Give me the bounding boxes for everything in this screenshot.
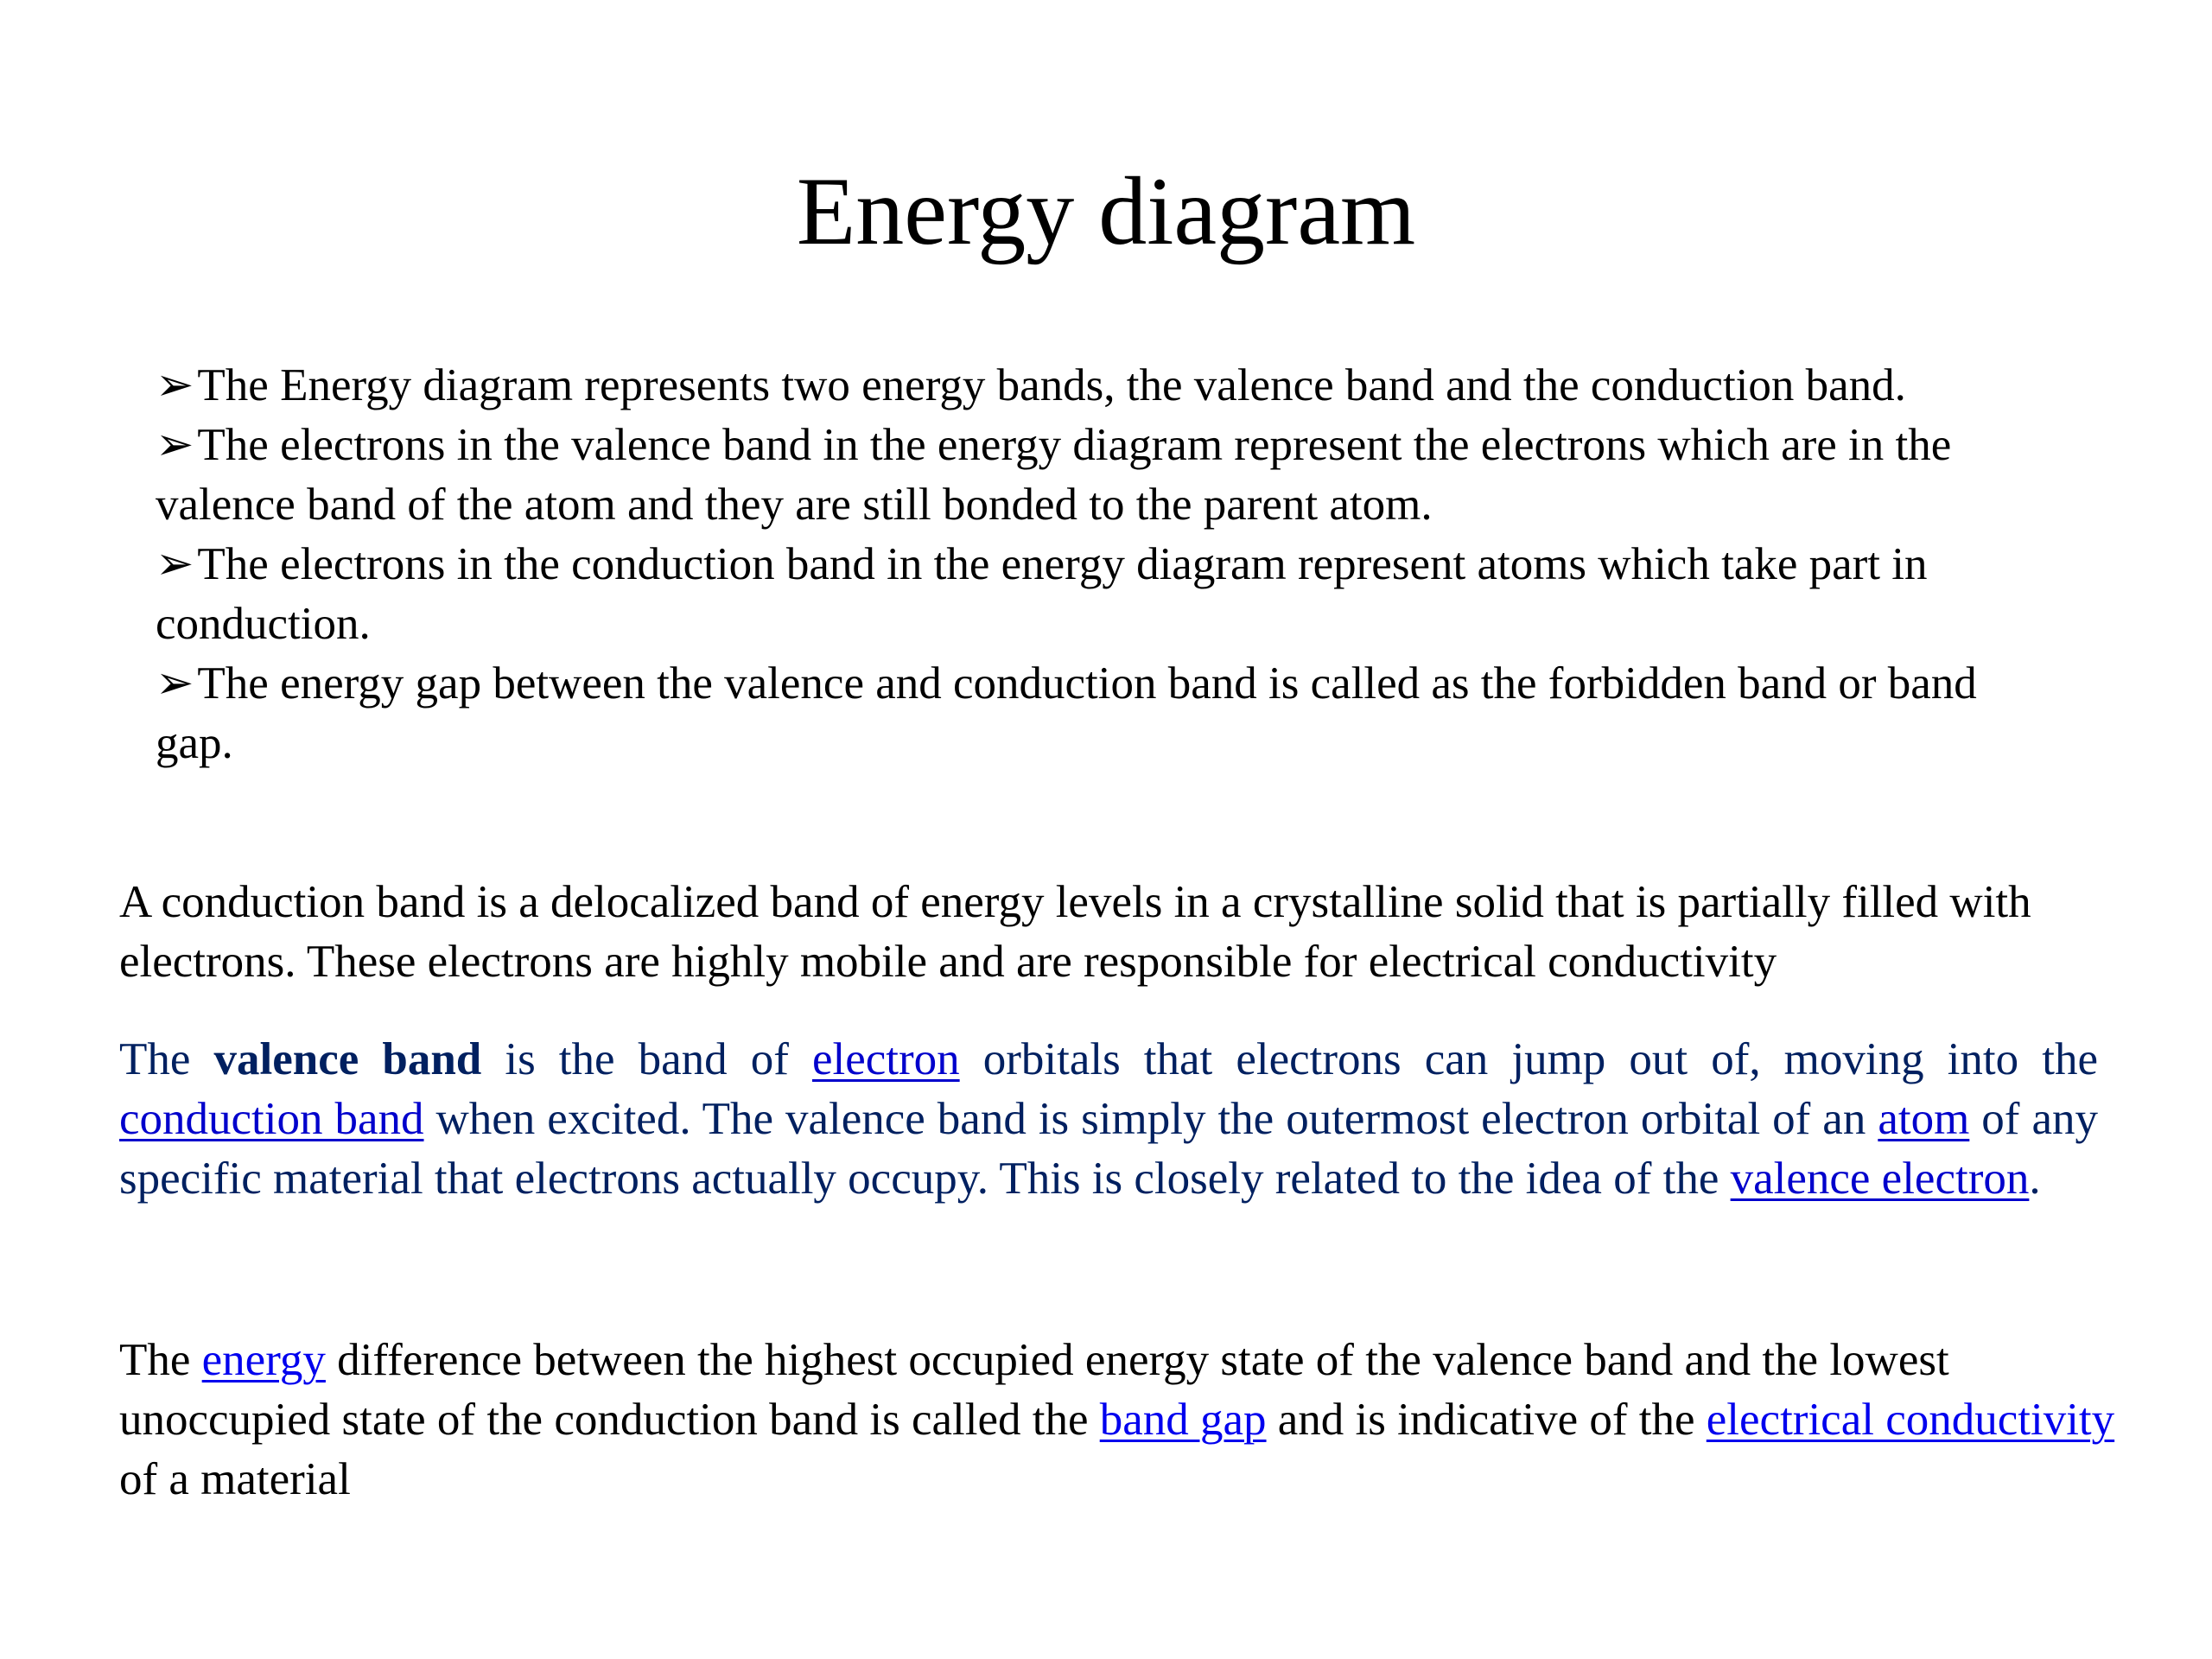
atom-link[interactable]: atom	[1878, 1094, 1970, 1144]
bullet-item	[156, 356, 2065, 416]
bullet-item	[156, 654, 2065, 773]
arrow-bullet-icon: ➢	[156, 420, 194, 470]
valence-band-paragraph	[119, 1030, 2098, 1209]
bullet-item	[156, 416, 2065, 535]
text-segment: of a material	[119, 1454, 351, 1504]
text-segment: The	[119, 1034, 214, 1084]
electrical-conductivity-link[interactable]: electrical conductivity	[1706, 1395, 2115, 1445]
slide-title: Energy diagram	[796, 158, 1416, 265]
energy-link[interactable]: energy	[201, 1335, 326, 1385]
text-segment: of any specific material that electrons actually occupy. This is closely related to the idea of the	[119, 1094, 2098, 1204]
band-gap-link[interactable]: band gap	[1099, 1395, 1267, 1445]
bullet-list	[156, 356, 2065, 773]
arrow-bullet-icon: ➢	[156, 658, 194, 709]
bullet-text: The energy gap between the valence and conduction band is called as the forbidden band or band gap.	[156, 658, 1977, 768]
valence-electron-link[interactable]: valence electron	[1730, 1154, 2030, 1204]
arrow-bullet-icon: ➢	[156, 360, 194, 410]
text-segment: and is indicative of the	[1266, 1395, 1707, 1445]
band-gap-paragraph	[119, 1331, 2124, 1510]
bullet-item	[156, 535, 2065, 654]
text-segment: .	[2029, 1154, 2041, 1204]
valence-band-term: valence band	[213, 1034, 482, 1084]
bullet-text: The Energy diagram represents two energy bands, the valence band and the conduction band.	[197, 360, 1906, 410]
conduction-band-link[interactable]: conduction band	[119, 1094, 424, 1144]
text-segment: difference between the highest occupied energy state of the valence band and the lowest unoccupied state of the conduction band is called the	[119, 1335, 1949, 1445]
text-segment: The	[119, 1335, 202, 1385]
electron-link[interactable]: electron	[811, 1034, 960, 1084]
text-segment: when excited. The valence band is simply the outermost electron orbital of an	[423, 1094, 1878, 1144]
bullet-text: The electrons in the conduction band in the energy diagram represent atoms which take part in conduction.	[156, 539, 1928, 649]
conduction-band-paragraph: A conduction band is a delocalized band of energy levels in a crystalline solid that is partially filled with electrons. These electrons are highly mobile and are responsible for electrical conductivity	[119, 877, 2031, 987]
text-segment: orbitals that electrons can jump out of, moving into the	[959, 1034, 2098, 1084]
arrow-bullet-icon: ➢	[156, 539, 194, 589]
bullet-text: The electrons in the valence band in the energy diagram represent the electrons which are in the valence band of the atom and they are still bonded to the parent atom.	[156, 420, 1952, 530]
text-segment: is the band of	[481, 1034, 812, 1084]
